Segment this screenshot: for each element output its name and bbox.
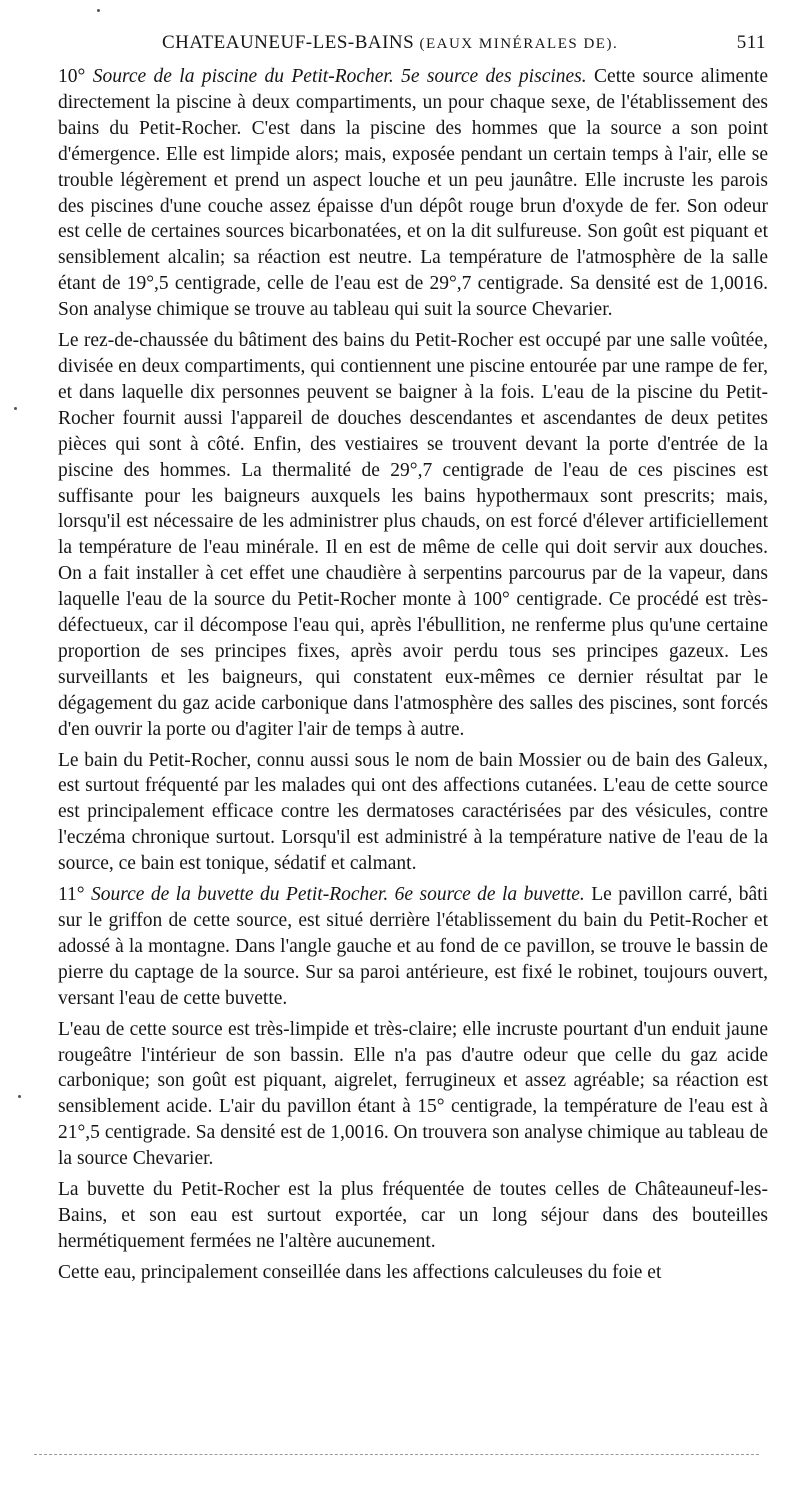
paragraph-text: Le bain du Petit-Rocher, connu aussi sous le nom de bain Mossier ou de bain des Galeux, est surtout fréquenté par les malades qui ont des affections cutanées. L'eau de cette source est principalement efficace contre les dermatoses caractérisées par des vésicules, contre l'eczéma chronique surtout. Lorsqu'il est administré à la température native de l'eau de la source, ce bain est tonique, sédatif et calmant. — [58, 749, 768, 875]
page-number: 511 — [736, 32, 766, 53]
paragraph-text: Le rez-de-chaussée du bâtiment des bains du Petit-Rocher est occupé par une salle voûtée, divisée en deux compartiments, qui contiennent une piscine entourée par une rampe de fer, et dans laquelle dix personnes peuvent se baigner à la fois. L'eau de la piscine du Petit-Rocher fournit aussi l'appareil de douches descendantes et ascendantes de deux petites pièces qui sont à côté. Enfin, des vestiaires se trouvent devant la porte d'entrée de la piscine des hommes. La thermalité de 29°,7 centigrade de l'eau de ces piscines est suffisante pour les baigneurs auxquels les bains hypothermaux sont prescrits; mais, lorsqu'il est nécessaire de les administrer plus chauds, on est forcé d'élever artificiellement la température de l'eau minérale. Il en est de même de celle qui doit servir aux douches. On a fait installer à cet effet une chaudière à serpentins parcourus par de la vapeur, dans laquelle l'eau de la source du Petit-Rocher monte à 100° centigrade. Ce procédé est très-défectueux, car il décompose l'eau qui, après l'ébullition, ne renferme plus qu'une certaine proportion de ses principes fixes, après avoir perdu tous ses principes gazeux. Les surveillants et les baigneurs, qui constatent eux-mêmes ce dernier résultat par le dégagement du gaz acide carbonique dans l'atmosphère des salles des piscines, sont forcés d'en ouvrir la porte ou d'agiter l'air de temps à autre. — [58, 330, 768, 740]
paragraph-text: Cette source alimente directement la piscine à deux compartiments, un pour chaque sexe, de l'établissement des bains du Petit-Rocher. C'est dans la piscine des hommes que la source a son point d'émergence. Elle est limpide alors; mais, exposée pendant un certain temps à l'air, elle se trouble légèrement et prend un aspect louche et un peu jaunâtre. Elle incruste les parois des piscines d'une couche assez épaisse d'un dépôt rouge brun d'oxyde de fer. Son odeur est celle de certaines sources bicarbonatées, et on la dit sulfureuse. Son goût est piquant et sensiblement alcalin; sa réaction est neutre. La température de l'atmosphère de la salle étant de 19°,5 centigrade, celle de l'eau est de 29°,7 centigrade. Sa densité est de 1,0016. Son analyse chimique se trouve au tableau qui suit la source Chevarier. — [58, 66, 768, 321]
scan-speck — [14, 407, 17, 410]
body-text — [58, 64, 768, 1291]
scan-speck — [18, 1095, 21, 1098]
paragraph-text: Le pavillon carré, bâti sur le griffon de cette source, est situé derrière l'établissement du bain du Petit-Rocher et adossé à la montagne. Dans l'angle gauche et au fond de ce pavillon, se trouve le bassin de pierre du captage de la source. Sur sa paroi antérieure, est fixé le robinet, toujours ouvert, versant l'eau de cette buvette. — [58, 884, 769, 1009]
paragraph-cette-eau — [58, 1260, 768, 1286]
section-subheading: 6e source de la buvette. — [394, 884, 585, 906]
paragraph-text: Cette eau, principalement conseillée dans les affections calculeuses du foie et — [58, 1261, 662, 1283]
paragraph-text: La buvette du Petit-Rocher est la plus fréquentée de toutes celles de Châteauneuf-les-Bains, et son eau est surtout exportée, car un long séjour dans des bouteilles hermétiquement fermées ne l'altère aucunement. — [58, 1179, 768, 1252]
footer-rule — [34, 1454, 759, 1455]
paragraph-source-11 — [58, 882, 768, 1012]
section-number: 11° — [58, 884, 85, 906]
running-header — [58, 28, 768, 58]
paragraph-rez-de-chaussee — [58, 328, 768, 743]
scan-speck — [97, 9, 100, 12]
paragraph-bain-petit-rocher — [58, 748, 768, 878]
section-number: 10° — [58, 66, 86, 87]
section-heading: Source de la piscine du Petit-Rocher. — [92, 66, 394, 87]
header-subtitle: (EAUX MINÉRALES DE). — [419, 36, 619, 52]
header-title: CHATEAUNEUF-LES-BAINS — [162, 32, 415, 53]
paragraph-buvette — [58, 1177, 768, 1255]
running-title — [162, 32, 618, 54]
paragraph-eau-limpide — [58, 1017, 768, 1172]
paragraph-source-10 — [58, 64, 768, 323]
section-subheading: 5e source des piscines. — [401, 66, 587, 87]
section-heading: Source de la buvette du Petit-Rocher. — [91, 884, 389, 906]
paragraph-text: L'eau de cette source est très-limpide et très-claire; elle incruste pourtant d'un enduit jaune rougeâtre l'intérieur de son bassin. Elle n'a pas d'autre odeur que celle du gaz acide carbonique; son goût est piquant, aigrelet, ferrugineux et assez agréable; sa réaction est sensiblement acide. L'air du pavillon étant à 15° centigrade, la température de l'eau est à 21°,5 centigrade. Sa densité est de 1,0016. On trouvera son analyse chimique au tableau de la source Chevarier. — [58, 1018, 768, 1170]
